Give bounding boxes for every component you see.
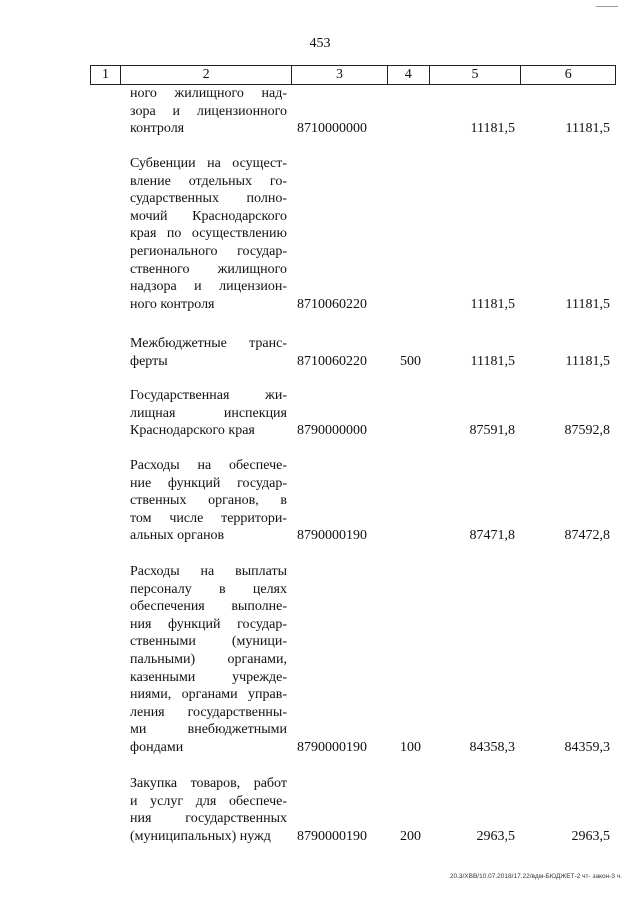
description-line: ственного жилищного: [130, 261, 287, 277]
description-line: зора и лицензионного: [130, 103, 287, 119]
row-description: [130, 155, 287, 313]
footer-ref: 20.3/ХВВ/10.07.2018/17.22/вдм-БЮДЖЕТ-2 чт- закон-3 ч.: [449, 873, 622, 880]
description-line: Закупка товаров, работ: [130, 776, 287, 791]
description-line: (муниципальных) нужд: [130, 828, 271, 844]
header-col-6: 6: [564, 67, 572, 82]
row-code: 8790000000: [297, 423, 367, 439]
description-line: ного жилищного над-: [130, 86, 287, 101]
row-description: [130, 387, 287, 440]
description-line: Субвенции на осущест-: [130, 156, 287, 171]
description-line: Межбюджетные транс-: [130, 336, 287, 351]
row-value-2018: 87591,8: [469, 423, 515, 439]
description-line: контроля: [130, 121, 185, 137]
header-col-3: 3: [292, 66, 388, 84]
description-line: края по осуществлению: [130, 226, 287, 242]
row-expense-type: 200: [400, 828, 421, 844]
description-line: ния функций государ-: [130, 616, 287, 632]
description-line: мочий Краснодарского: [130, 208, 287, 224]
page-number: 453: [309, 36, 331, 51]
header-col-2: 2: [121, 66, 292, 84]
row-value-2018: 87471,8: [469, 528, 515, 544]
row-expense-type: 500: [400, 353, 421, 369]
description-line: надзора и лицензион-: [130, 279, 287, 295]
description-line: том числе территори-: [130, 510, 287, 526]
row-code: 8790000190: [297, 528, 367, 544]
row-code: 8790000190: [297, 828, 367, 844]
description-line: лищная инспекция: [130, 405, 287, 421]
description-line: казенными учрежде-: [130, 669, 287, 685]
description-line: вление отдельных го-: [130, 173, 287, 189]
row-code: 8790000190: [297, 740, 367, 755]
row-description: [130, 335, 287, 370]
row-code: 8710060220: [297, 353, 367, 369]
description-line: регионального государ-: [130, 243, 287, 259]
description-line: Расходы на выплаты: [130, 564, 287, 579]
description-line: альных органов: [130, 528, 225, 544]
description-line: ственными (муници-: [130, 634, 287, 650]
row-value-2018: 2963,5: [476, 828, 515, 844]
description-line: обеспечения выполне-: [130, 599, 287, 615]
description-line: Расходы на обеспече-: [130, 458, 287, 473]
description-line: ного контроля: [130, 296, 215, 312]
row-value-2018: 11181,5: [470, 296, 515, 312]
row-code: 8710000000: [297, 121, 367, 137]
description-line: пальными) органами,: [130, 651, 287, 667]
description-line: ниями, органами управ-: [130, 687, 287, 703]
description-line: персоналу в целях: [130, 581, 287, 597]
row-value-2018: 11181,5: [470, 121, 515, 137]
row-value-2019: 11181,5: [565, 296, 610, 312]
header-col-1: 1: [91, 66, 121, 84]
row-value-2019: 84359,3: [564, 740, 610, 755]
corner-mark: [596, 6, 618, 7]
description-line: ственных органов, в: [130, 493, 287, 509]
row-value-2019: 87592,8: [564, 423, 610, 439]
description-line: сударственных полно-: [130, 191, 287, 207]
description-line: и услуг для обеспече-: [130, 793, 287, 809]
header-col-5: 5: [430, 66, 522, 84]
row-value-2019: 11181,5: [565, 121, 610, 137]
row-value-2019: 2963,5: [571, 828, 610, 844]
description-line: ния государственных: [130, 811, 287, 827]
description-line: Государственная жи-: [130, 388, 287, 403]
row-description: [130, 85, 287, 138]
row-value-2018: 11181,5: [470, 353, 515, 369]
row-value-2018: 84358,3: [469, 740, 515, 755]
description-line: ми внебюджетными: [130, 722, 287, 738]
row-description: [130, 563, 287, 757]
row-description: [130, 775, 287, 845]
description-line: ферты: [130, 353, 168, 369]
row-code: 8710060220: [297, 296, 367, 312]
description-line: ние функций государ-: [130, 475, 287, 491]
description-line: Краснодарского края: [130, 423, 255, 439]
row-description: [130, 457, 287, 545]
header-col-4: 4: [388, 66, 430, 84]
table-header: [90, 65, 616, 85]
description-line: фондами: [130, 739, 184, 755]
description-line: ления государственны-: [130, 704, 287, 720]
row-expense-type: 100: [400, 740, 421, 755]
row-value-2019: 11181,5: [565, 353, 610, 369]
row-value-2019: 87472,8: [564, 528, 610, 544]
